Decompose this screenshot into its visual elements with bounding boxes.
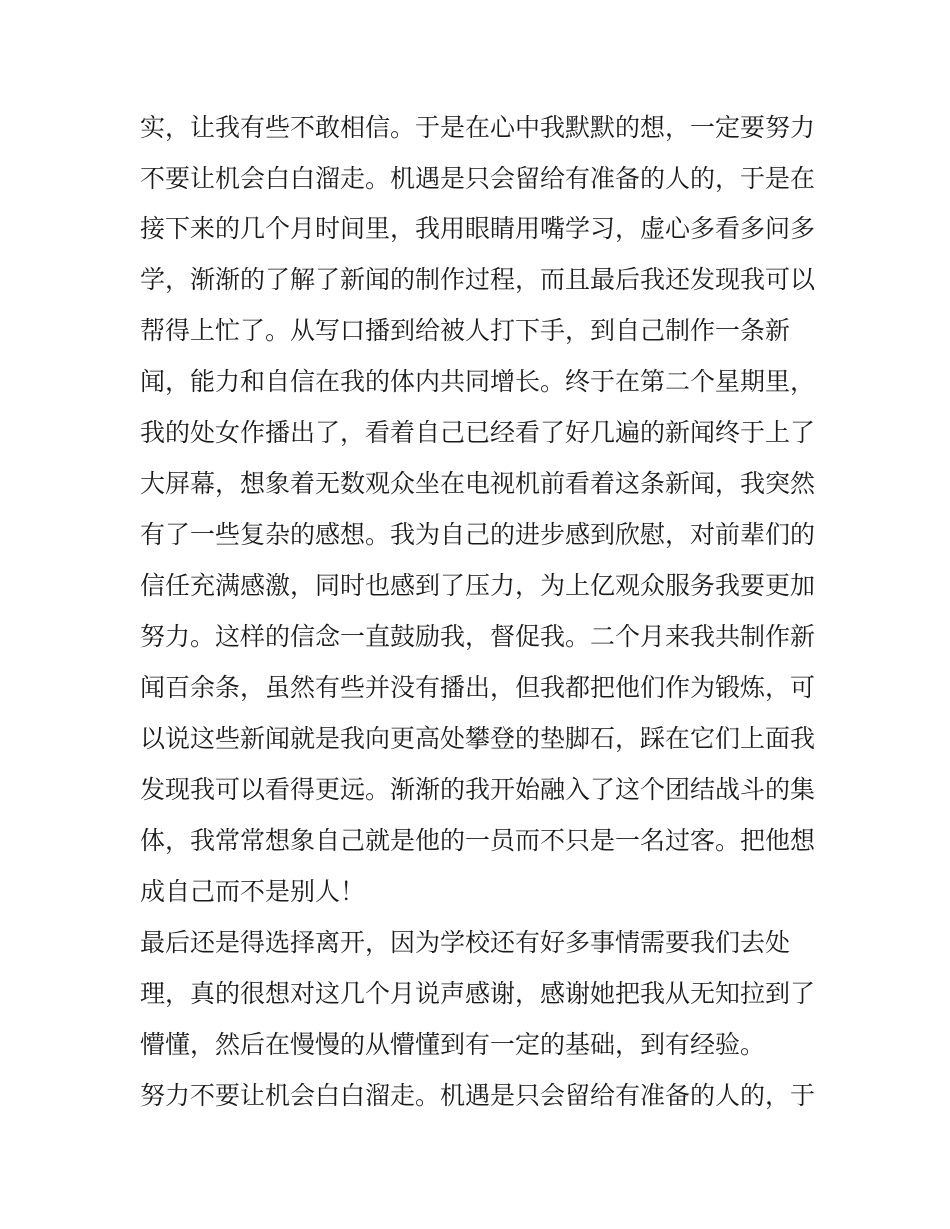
text-line: 接下来的几个月时间里，我用眼睛用嘴学习，虚心多看多问多 [140,214,816,243]
text-line: 帮得上忙了。从写口播到给被人打下手，到自己制作一条新 [140,316,791,345]
text-line: 成自己而不是别人！ [140,877,366,906]
text-line: 学，渐渐的了解了新闻的制作过程，而且最后我还发现我可以 [140,265,816,294]
text-line: 实，让我有些不敢相信。于是在心中我默默的想，一定要努力 [140,113,816,142]
text-line: 我的处女作播出了，看着自己已经看了好几遍的新闻终于上了 [140,418,816,447]
text-line: 发现我可以看得更远。渐渐的我开始融入了这个团结战斗的集 [140,775,816,804]
text-line: 以说这些新闻就是我向更高处攀登的垫脚石，踩在它们上面我 [140,724,816,753]
text-line: 不要让机会白白溜走。机遇是只会留给有准备的人的，于是在 [140,164,816,193]
text-line: 理，真的很想对这几个月说声感谢，感谢她把我从无知拉到了 [140,979,816,1008]
text-line: 信任充满感激，同时也感到了压力，为上亿观众服务我要更加 [140,571,816,600]
text-line: 体，我常常想象自己就是他的一员而不只是一名过客。把他想 [140,826,816,855]
text-line: 闻，能力和自信在我的体内共同增长。终于在第二个星期里， [140,367,816,396]
text-line: 闻百余条，虽然有些并没有播出，但我都把他们作为锻炼，可 [140,673,816,702]
text-line: 努力不要让机会白白溜走。机遇是只会留给有准备的人的，于 [140,1081,816,1110]
text-line: 有了一些复杂的感想。我为自己的进步感到欣慰，对前辈们的 [140,520,816,549]
text-line: 最后还是得选择离开，因为学校还有好多事情需要我们去处 [140,928,791,957]
text-line: 大屏幕，想象着无数观众坐在电视机前看着这条新闻，我突然 [140,469,816,498]
text-line: 懵懂，然后在慢慢的从懵懂到有一定的基础，到有经验。 [140,1030,766,1059]
text-line: 努力。这样的信念一直鼓励我，督促我。二个月来我共制作新 [140,622,816,651]
